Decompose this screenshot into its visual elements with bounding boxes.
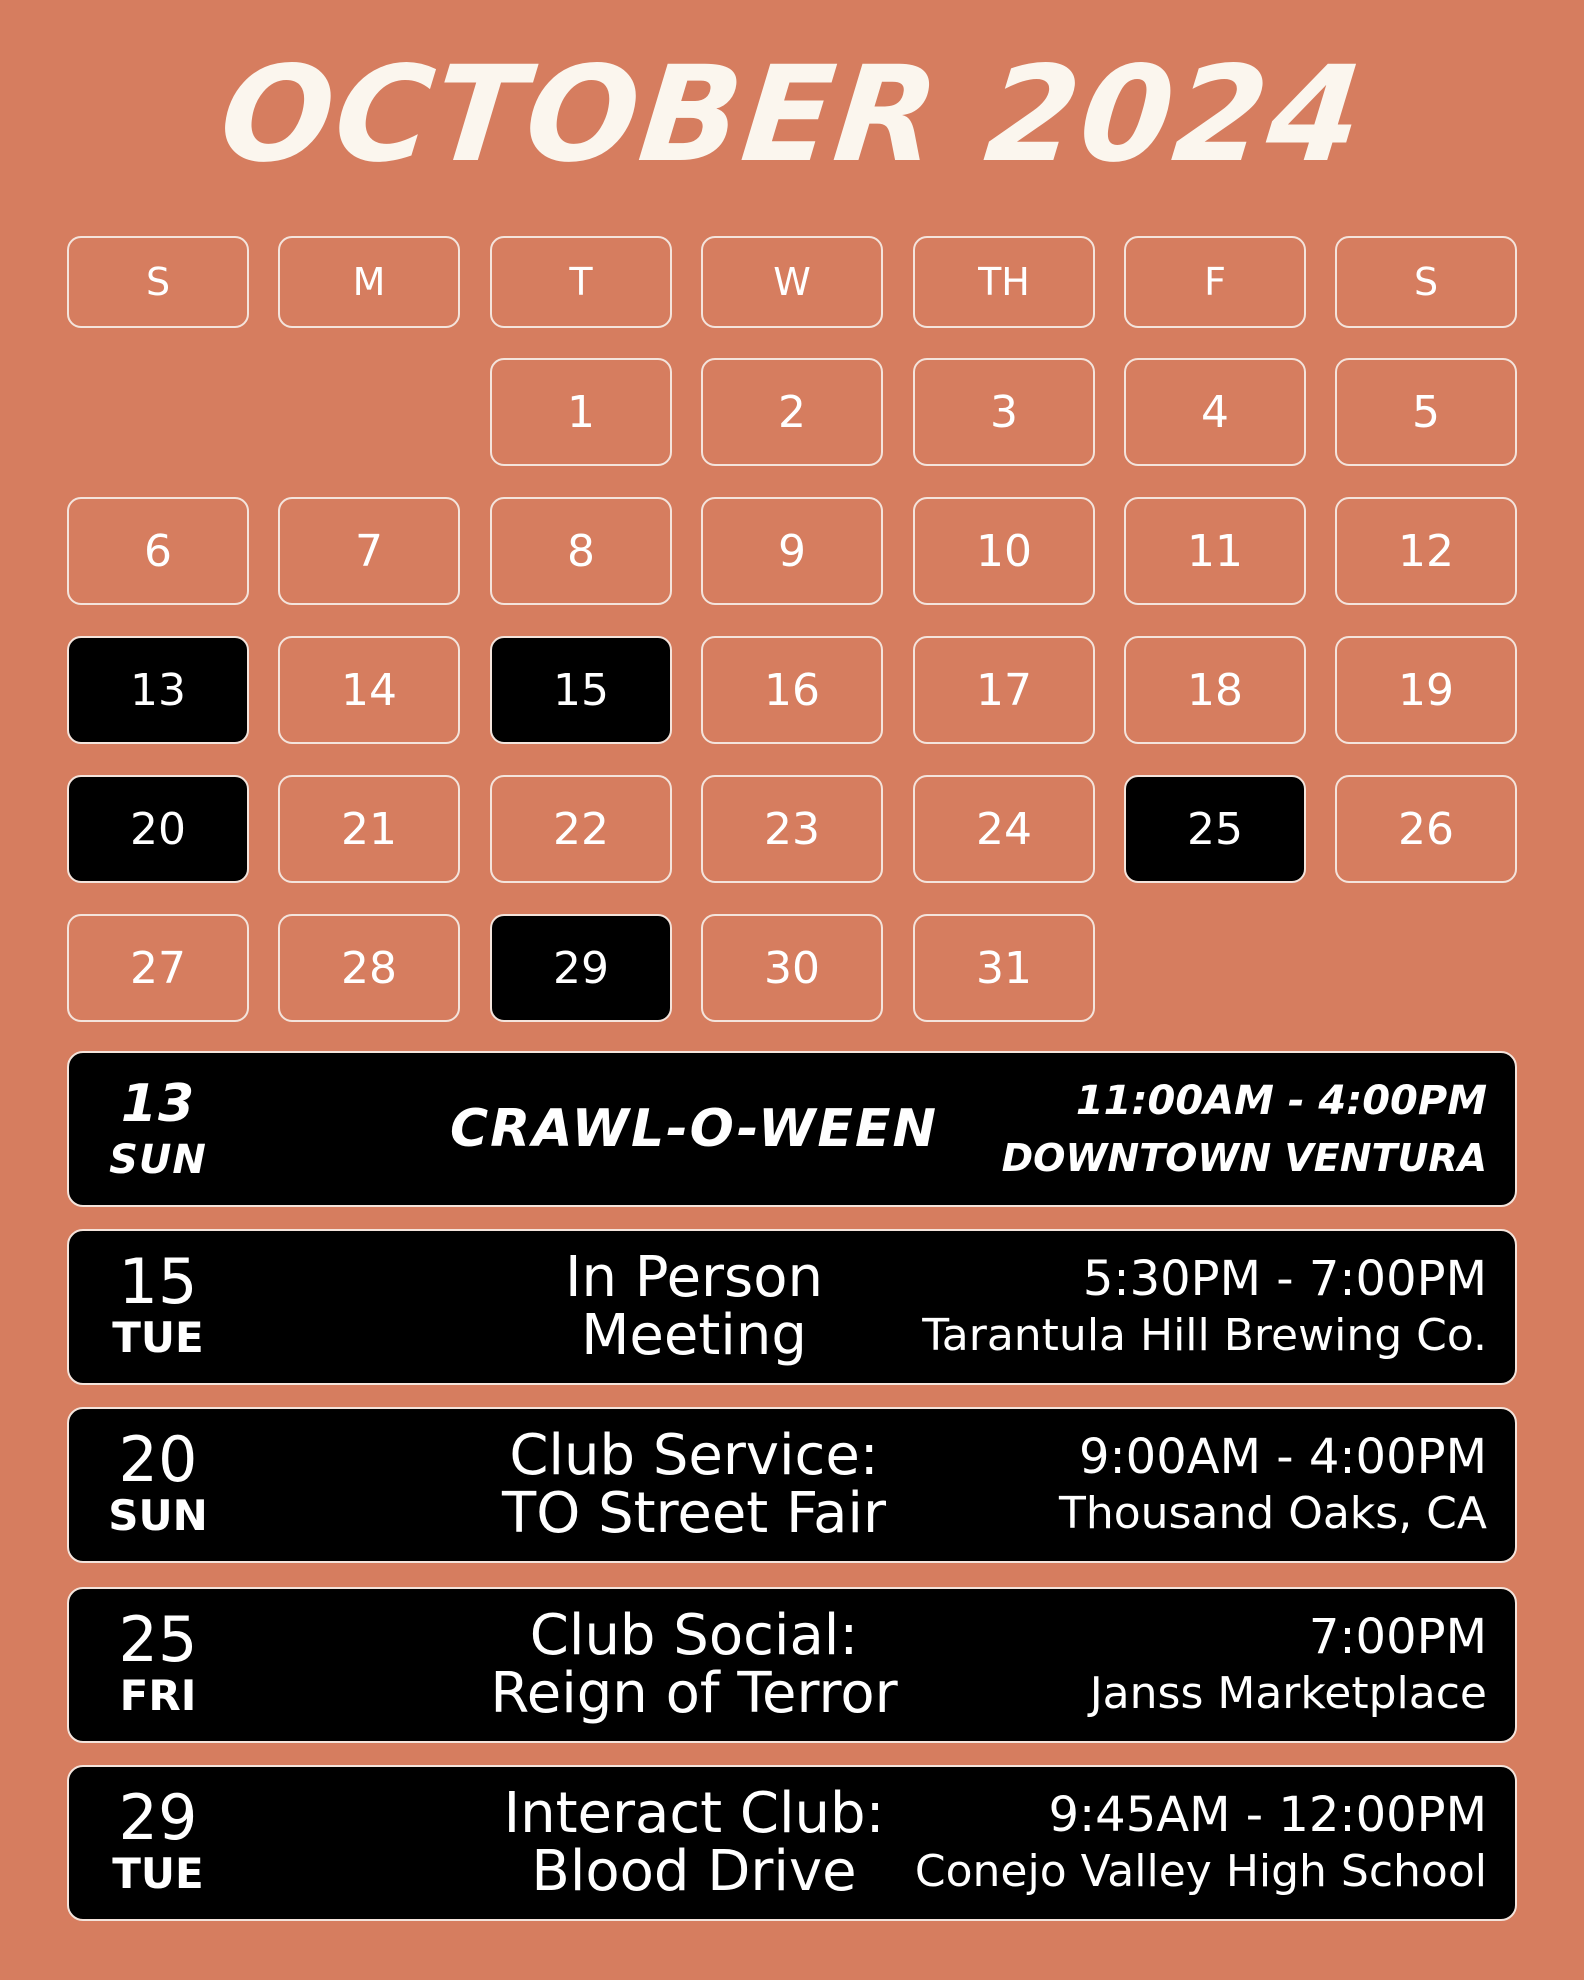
weekday-header: S [1335,236,1517,328]
event-card[interactable] [67,1051,1517,1207]
calendar-day[interactable]: 31 [913,914,1095,1022]
weekday-header: M [278,236,460,328]
weekday-header: F [1124,236,1306,328]
calendar-day[interactable]: 2 [701,358,883,466]
calendar-day[interactable]: 29 [490,914,672,1022]
calendar-day[interactable]: 11 [1124,497,1306,605]
calendar-day[interactable]: 26 [1335,775,1517,883]
calendar-day[interactable]: 13 [67,636,249,744]
calendar-day[interactable]: 10 [913,497,1095,605]
event-location: Conejo Valley High School [914,1846,1487,1897]
event-date [69,1231,247,1383]
event-time: 5:30PM - 7:00PM [1082,1251,1487,1307]
event-location: Thousand Oaks, CA [1058,1488,1487,1539]
calendar-day[interactable]: 15 [490,636,672,744]
event-title: In Person Meeting [565,1245,823,1368]
event-card[interactable] [67,1765,1517,1921]
event-date [69,1767,247,1919]
event-card[interactable] [67,1229,1517,1385]
calendar-day[interactable]: 30 [701,914,883,1022]
event-time: 11:00AM - 4:00PM [1075,1078,1487,1124]
event-weekday: TUE [112,1313,204,1362]
event-location: DOWNTOWN VENTURA [1001,1136,1487,1180]
calendar-day[interactable]: 14 [278,636,460,744]
calendar-day[interactable]: 21 [278,775,460,883]
calendar-day[interactable]: 3 [913,358,1095,466]
event-title: Club Service: TO Street Fair [501,1423,886,1546]
calendar-day[interactable]: 18 [1124,636,1306,744]
calendar-day[interactable]: 27 [67,914,249,1022]
calendar-day[interactable]: 23 [701,775,883,883]
page-title: OCTOBER 2024 [213,38,1371,192]
event-info [787,1589,1487,1741]
event-day-number: 25 [118,1603,198,1676]
calendar-day[interactable]: 5 [1335,358,1517,466]
event-time: 9:00AM - 4:00PM [1078,1429,1487,1485]
event-date [69,1053,247,1205]
calendar-day[interactable]: 12 [1335,497,1517,605]
event-day-number: 15 [118,1245,198,1318]
calendar-day[interactable]: 25 [1124,775,1306,883]
event-info [787,1053,1487,1205]
event-day-number: 29 [118,1781,198,1854]
weekday-header: TH [913,236,1095,328]
calendar-day[interactable]: 1 [490,358,672,466]
event-title: Club Social: Reign of Terror [490,1603,898,1726]
event-day-number: 13 [120,1074,196,1134]
calendar-day[interactable]: 9 [701,497,883,605]
event-weekday: SUN [108,1491,208,1540]
event-title: CRAWL-O-WEEN [449,1099,938,1159]
event-title: Interact Club: Blood Drive [503,1781,885,1904]
event-date [69,1409,247,1561]
event-location: Tarantula Hill Brewing Co. [922,1310,1487,1361]
calendar-day[interactable]: 28 [278,914,460,1022]
event-info [787,1767,1487,1919]
event-location: Janss Marketplace [1089,1668,1487,1719]
event-day-number: 20 [118,1423,198,1496]
event-info [787,1231,1487,1383]
event-weekday: FRI [119,1671,197,1720]
calendar-day[interactable]: 17 [913,636,1095,744]
weekday-header: S [67,236,249,328]
event-weekday: SUN [109,1137,207,1183]
event-time: 7:00PM [1308,1609,1487,1665]
calendar-day[interactable]: 8 [490,497,672,605]
calendar-day[interactable]: 16 [701,636,883,744]
weekday-header: T [490,236,672,328]
calendar-day[interactable]: 6 [67,497,249,605]
event-card[interactable] [67,1407,1517,1563]
calendar-day[interactable]: 24 [913,775,1095,883]
calendar-day[interactable]: 4 [1124,358,1306,466]
event-card[interactable] [67,1587,1517,1743]
calendar-day[interactable]: 7 [278,497,460,605]
calendar-day[interactable]: 19 [1335,636,1517,744]
calendar-day[interactable]: 20 [67,775,249,883]
event-time: 9:45AM - 12:00PM [1048,1787,1487,1843]
weekday-header: W [701,236,883,328]
event-info [787,1409,1487,1561]
event-date [69,1589,247,1741]
event-weekday: TUE [112,1849,204,1898]
calendar-day[interactable]: 22 [490,775,672,883]
